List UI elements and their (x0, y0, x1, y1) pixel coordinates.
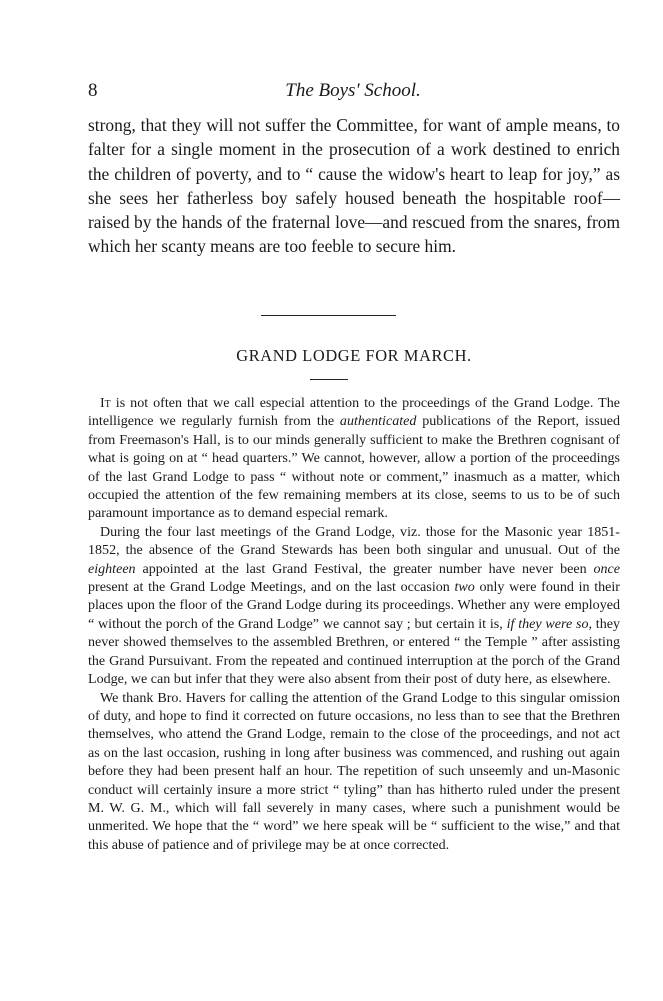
italic-run: once (593, 560, 620, 577)
text-run: appointed at the last Grand Festival, the greater number have never been (135, 560, 594, 577)
drop-cap-word: It (100, 395, 111, 411)
article-paragraph-3: We thank Bro. Havers for calling the attention of the Grand Lodge to this singular omission of duty, and hope to find it corrected on future occasions, no less than to see that the Brethren themselves, who attend the Grand Lodge, remain to the close of the proceedings, and not act as on the last occasion, rushing in long after business was commenced, and rushing out again before they had been present half an hour. The repetition of such unseemly and un-Masonic conduct will certainly insure a more strict “ tyling” than has hitherto ruled under the present M. W. G. M., which will fall severely in many cases, where such a punishment would be unmerited. We hope that the “ word” we here speak will be “ sufficient to the wise,” and that this abuse of patience and of privilege may be at once corrected. (88, 689, 620, 853)
section-heading: GRAND LODGE FOR MARCH. (236, 346, 472, 365)
text-run: publications of the Report, issued from Freemason's Hall, is to our minds generally sufficient to make the Brethren cognisant of what is going on at “ head quarters.” We cannot, however, allow a portion of the proceedings of the last Grand Lodge to pass “ without note or comment,” inasmuch as a matter, which occupied the attention of the few remaining members at its close, seems to us to be of such paramount importance as to demand especial remark. (88, 413, 620, 522)
italic-run: two (454, 579, 475, 596)
italic-run: if they were so, (506, 615, 592, 632)
heading-underline (310, 379, 348, 380)
article-body (88, 394, 620, 854)
page-header (88, 80, 618, 104)
text-run: only were found in their places upon the floor of the Grand Lodge during its proceedings. Whether any were employed “ without the porch of the Grand Lodge” we cannot say ; but certain it is, (88, 579, 620, 632)
text-run: they never showed themselves to the assembled Brethren, or entered “ the Temple ” after assisting the Grand Pursuivant. From the repeated and continued interruption at the porch of the Grand Lodge, we can but infer that they were also absent from their post of duty here, as elsewhere. (88, 615, 620, 688)
article-paragraph-2 (88, 523, 620, 689)
page-number: 8 (88, 80, 98, 101)
text-run: During the four last meetings of the Grand Lodge, viz. those for the Masonic year 1851-1852, the absence of the Grand Stewards has been both singular and unusual. Out of the (88, 523, 620, 559)
italic-run: authenticated (339, 413, 417, 430)
running-title: The Boys' School. (285, 80, 421, 101)
text-run: present at the Grand Lodge Meetings, and on the last occasion (88, 579, 455, 596)
italic-run: eighteen (88, 560, 136, 577)
article-paragraph-1 (88, 394, 620, 523)
section-divider (261, 315, 396, 316)
intro-paragraph: strong, that they will not suffer the Committee, for want of ample means, to falter for a single moment in the prosecution of a work destined to enrich the children of poverty, and to “ cause the widow's heart to leap for joy,” as she sees her fatherless boy safely housed beneath the hospitable roof— raised by the hands of the fraternal love—and rescued from the snares, from which her scanty means are too feeble to secure him. (88, 115, 620, 257)
text-run: is not often that we call especial attention to the proceedings of the Grand Lodge. The intelligence we regularly furnish from the (88, 395, 620, 430)
